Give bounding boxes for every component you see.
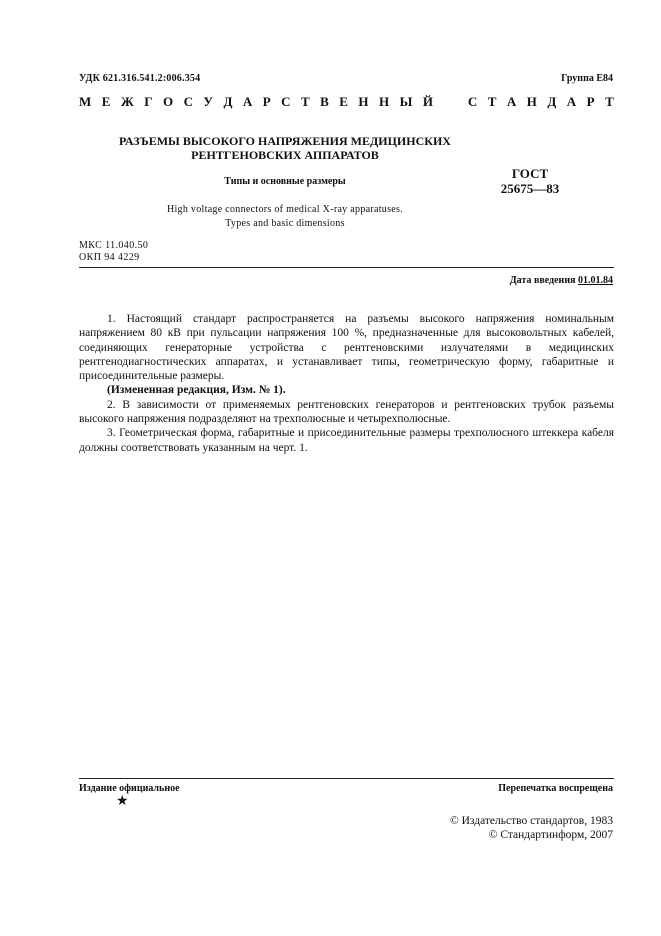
banner-letter: А <box>566 94 577 109</box>
banner-letter: А <box>242 94 253 109</box>
standard-banner <box>79 94 614 110</box>
banner-letter: О <box>162 94 174 109</box>
introduction-date-label: Дата введения <box>509 275 576 286</box>
paragraph-2: 2. В зависимости от применяемых рентгеновских генераторов и рентгеновских трубок разъемы высокого напряжения подразделяют на трехполюсные и четырехполюсные. <box>79 398 614 426</box>
english-title <box>100 203 470 231</box>
banner-letter: А <box>506 94 517 109</box>
gost-number: 25675—83 <box>500 181 560 196</box>
banner-letter: Н <box>526 94 537 109</box>
mks-code: МКС 11.040.50 <box>79 240 149 251</box>
document-subtitle: Типы и основные размеры <box>224 176 346 187</box>
banner-letter: Ж <box>120 94 134 109</box>
copyright-block <box>450 814 613 842</box>
copyright-line-1: © Издательство стандартов, 1983 <box>449 815 613 827</box>
gost-label: ГОСТ <box>511 166 549 181</box>
introduction-date-value: 01.01.84 <box>578 275 613 286</box>
banner-letter: Е <box>101 94 111 109</box>
title-line-2: РЕНТГЕНОВСКИХ АППАРАТОВ <box>191 148 379 162</box>
top-divider <box>79 267 614 268</box>
group-code: Группа Е84 <box>561 73 613 84</box>
banner-letter: С <box>281 94 291 109</box>
title-line-1: РАЗЪЕМЫ ВЫСОКОГО НАПРЯЖЕНИЯ МЕДИЦИНСКИХ <box>119 134 451 148</box>
document-title <box>100 134 470 162</box>
banner-letter: Г <box>144 94 153 109</box>
banner-letter: Й <box>422 94 433 109</box>
bottom-divider <box>79 778 614 779</box>
banner-word-gap <box>443 94 457 110</box>
banner-letter: Ы <box>399 94 413 109</box>
classification-codes <box>79 240 148 264</box>
paragraph-3: 3. Геометрическая форма, габаритные и присоединительные размеры трехполюсного штеккера кабеля должны соответствовать указанным на черт. 1. <box>79 427 614 454</box>
document-body <box>79 312 614 455</box>
banner-letter: Н <box>379 94 390 109</box>
banner-letter: Р <box>586 94 595 109</box>
reprint-prohibited-label: Перепечатка воспрещена <box>498 783 613 794</box>
banner-letter: В <box>320 94 329 109</box>
english-title-line-1: High voltage connectors of medical X-ray apparatuses. <box>166 204 404 215</box>
gost-designation <box>470 166 590 196</box>
banner-letter: Н <box>358 94 369 109</box>
banner-letter: Р <box>262 94 271 109</box>
introduction-date <box>510 275 613 286</box>
banner-letter: М <box>79 94 92 109</box>
banner-letter: Д <box>547 94 557 109</box>
english-title-line-2: Types and basic dimensions <box>225 218 345 229</box>
banner-letter: Т <box>301 94 310 109</box>
banner-letter: Д <box>223 94 233 109</box>
official-edition-label: Издание официальное <box>79 783 180 794</box>
okp-code: ОКП 94 4229 <box>79 252 140 263</box>
banner-letter: Е <box>339 94 348 109</box>
banner-letter: У <box>203 94 213 109</box>
star-icon: ★ <box>116 794 129 809</box>
copyright-line-2: © Стандартинформ, 2007 <box>488 829 613 841</box>
paragraph-1: 1. Настоящий стандарт распространяется на разъемы высокого напряжения номинальным напряжением 80 кВ при пульсации напряжения 100 %, предназначенные для высоковольтных кабелей, соединяющих генераторные устройства с рентгеновскими излучателями в медицинских рентгенодиагностических аппаратах, и устанавливает типы, геометрическую форму, габаритные и присоединительные размеры. <box>79 313 614 383</box>
banner-letter: С <box>467 94 478 109</box>
banner-letter: Т <box>487 94 497 109</box>
udk-code: УДК 621.316.541.2:006.354 <box>79 73 201 84</box>
banner-letter: Т <box>605 94 614 109</box>
amendment-note: (Измененная редакция, Изм. № 1). <box>107 384 286 397</box>
banner-letter: С <box>183 94 193 109</box>
